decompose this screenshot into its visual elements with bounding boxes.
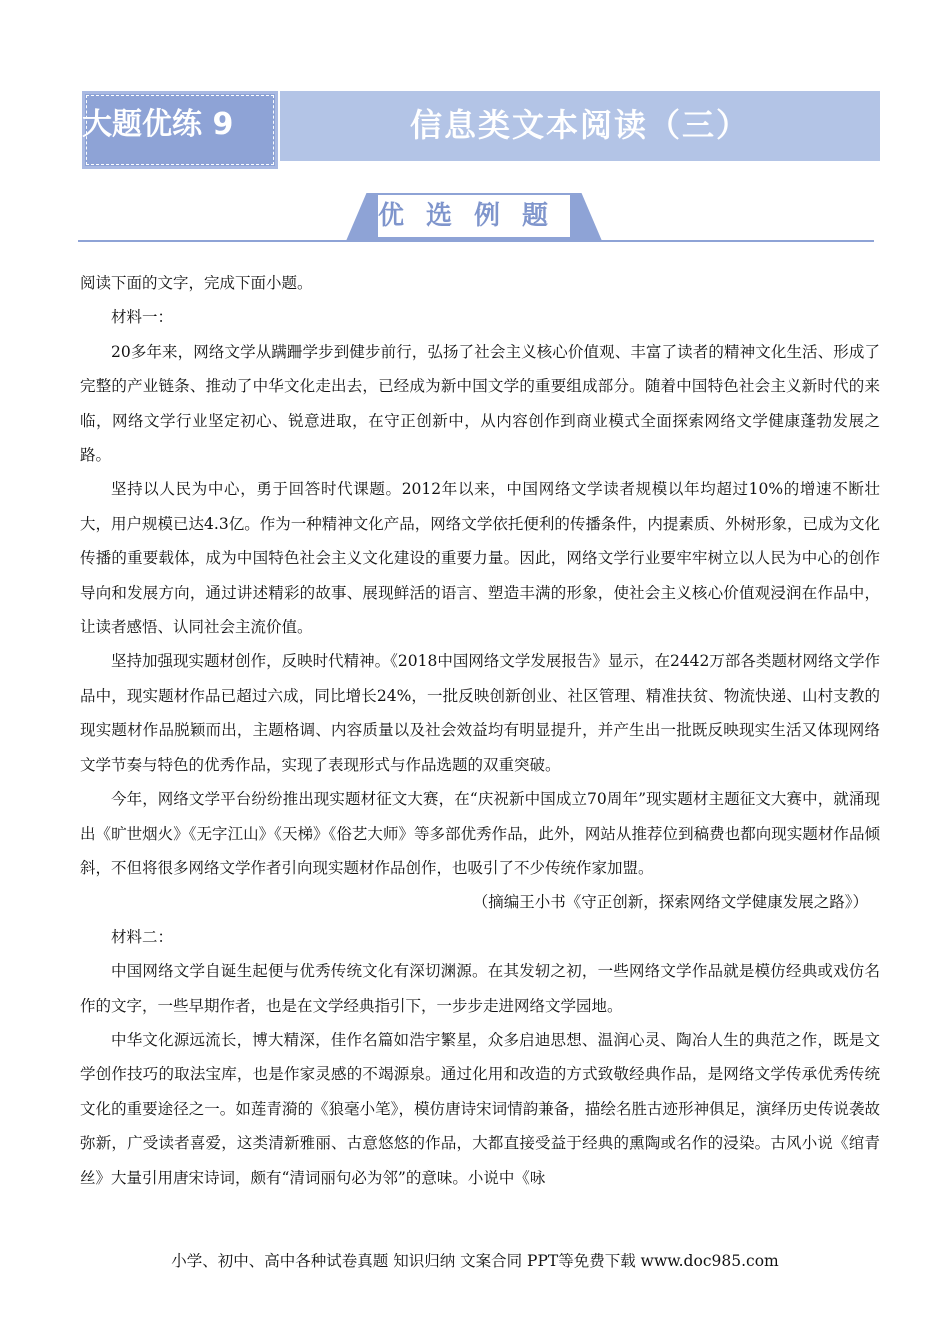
footer-download-link[interactable]: 小学、初中、高中各种试卷真题 知识归纳 文案合同 PPT等免费下载 www.doc985.com	[171, 1252, 779, 1270]
material2-label: 材料二：	[111, 927, 174, 946]
section-heading: 优选例题	[377, 201, 570, 231]
material2-paragraph-1: 中国网络文学自诞生起便与优秀传统文化有深切渊源。在其发轫之初，一些网络文学作品就是模仿经典或戏仿名作的文字，一些早期作者，也是在文学经典指引下，一步步走进网络文学园地。	[80, 962, 880, 1015]
material1-paragraph-4: 今年，网络文学平台纷纷推出现实题材征文大赛，在“庆祝新中国成立70周年”现实题材主题征文大赛中，就涌现出《旷世烟火》《无字江山》《天梯》《俗艺大师》等多部优秀作品，此外，网站从推荐位到稿费也都向现实题材作品倾斜，不但将很多网络文学作者引向现实题材作品创作，也吸引了不少传统作家加盟。	[80, 790, 880, 877]
instruction-text: 阅读下面的文字，完成下面小题。	[80, 274, 313, 292]
material1-paragraph-1: 20多年来，网络文学从蹒跚学步到健步前行，弘扬了社会主义核心价值观、丰富了读者的精神文化生活、形成了完整的产业链条、推动了中华文化走出去，已经成为新中国文学的重要组成部分。随着中国特色社会主义新时代的来临，网络文学行业坚定初心、锐意进取，在守正创新中，从内容创作到商业模式全面探索网络文学健康蓬勃发展之路。	[80, 342, 880, 465]
page-title: 信息类文本阅读（三）	[409, 106, 750, 144]
material2-paragraph-2: 中华文化源远流长，博大精深，佳作名篇如浩宇繁星，众多启迪思想、温润心灵、陶冶人生的典范之作，既是文学创作技巧的取法宝库，也是作家灵感的不竭源泉。通过化用和改造的方式致敬经典作品，是网络文学传承优秀传统文化的重要途径之一。如莲青漪的《狼毫小笔》，模仿唐诗宋词情韵兼备，描绘名胜古迹形神俱足，演绎历史传说袭故弥新，广受读者喜爱，这类清新雅丽、古意悠悠的作品，大都直接受益于经典的熏陶或名作的浸染。古风小说《绾青丝》大量引用唐宋诗词，颇有“清词丽句必为邻”的意味。小说中《咏	[80, 1030, 880, 1187]
material1-label: 材料一：	[111, 308, 174, 327]
material1-source: （摘编王小书《守正创新，探索网络文学健康发展之路》）	[472, 893, 868, 912]
article-body	[80, 266, 880, 1195]
material1-paragraph-2: 坚持以人民为中心，勇于回答时代课题。2012年以来，中国网络文学读者规模以年均超过10%的增速不断壮大，用户规模已达4.3亿。作为一种精神文化产品，网络文学依托便利的传播条件，内提素质、外树形象，已成为文化传播的重要载体，成为中国特色社会主义文化建设的重要力量。因此，网络文学行业要牢牢树立以人民为中心的创作导向和发展方向，通过讲述精彩的故事、展现鲜活的语言、塑造丰满的形象，使社会主义核心价值观浸润在作品中，让读者感悟、认同社会主流价值。	[80, 480, 880, 637]
material1-paragraph-3: 坚持加强现实题材创作，反映时代精神。《2018中国网络文学发展报告》显示，在2442万部各类题材网络文学作品中，现实题材作品已超过六成，同比增长24%，一批反映创新创业、社区管理、精准扶贫、物流快递、山村支教的现实题材作品脱颖而出，主题格调、内容质量以及社会效益均有明显提升，并产生出一批既反映现实生活又体现网络文学节奏与特色的优秀作品，实现了表现形式与作品选题的双重突破。	[80, 652, 880, 774]
exercise-number-label: 大题优练 9	[82, 107, 234, 142]
